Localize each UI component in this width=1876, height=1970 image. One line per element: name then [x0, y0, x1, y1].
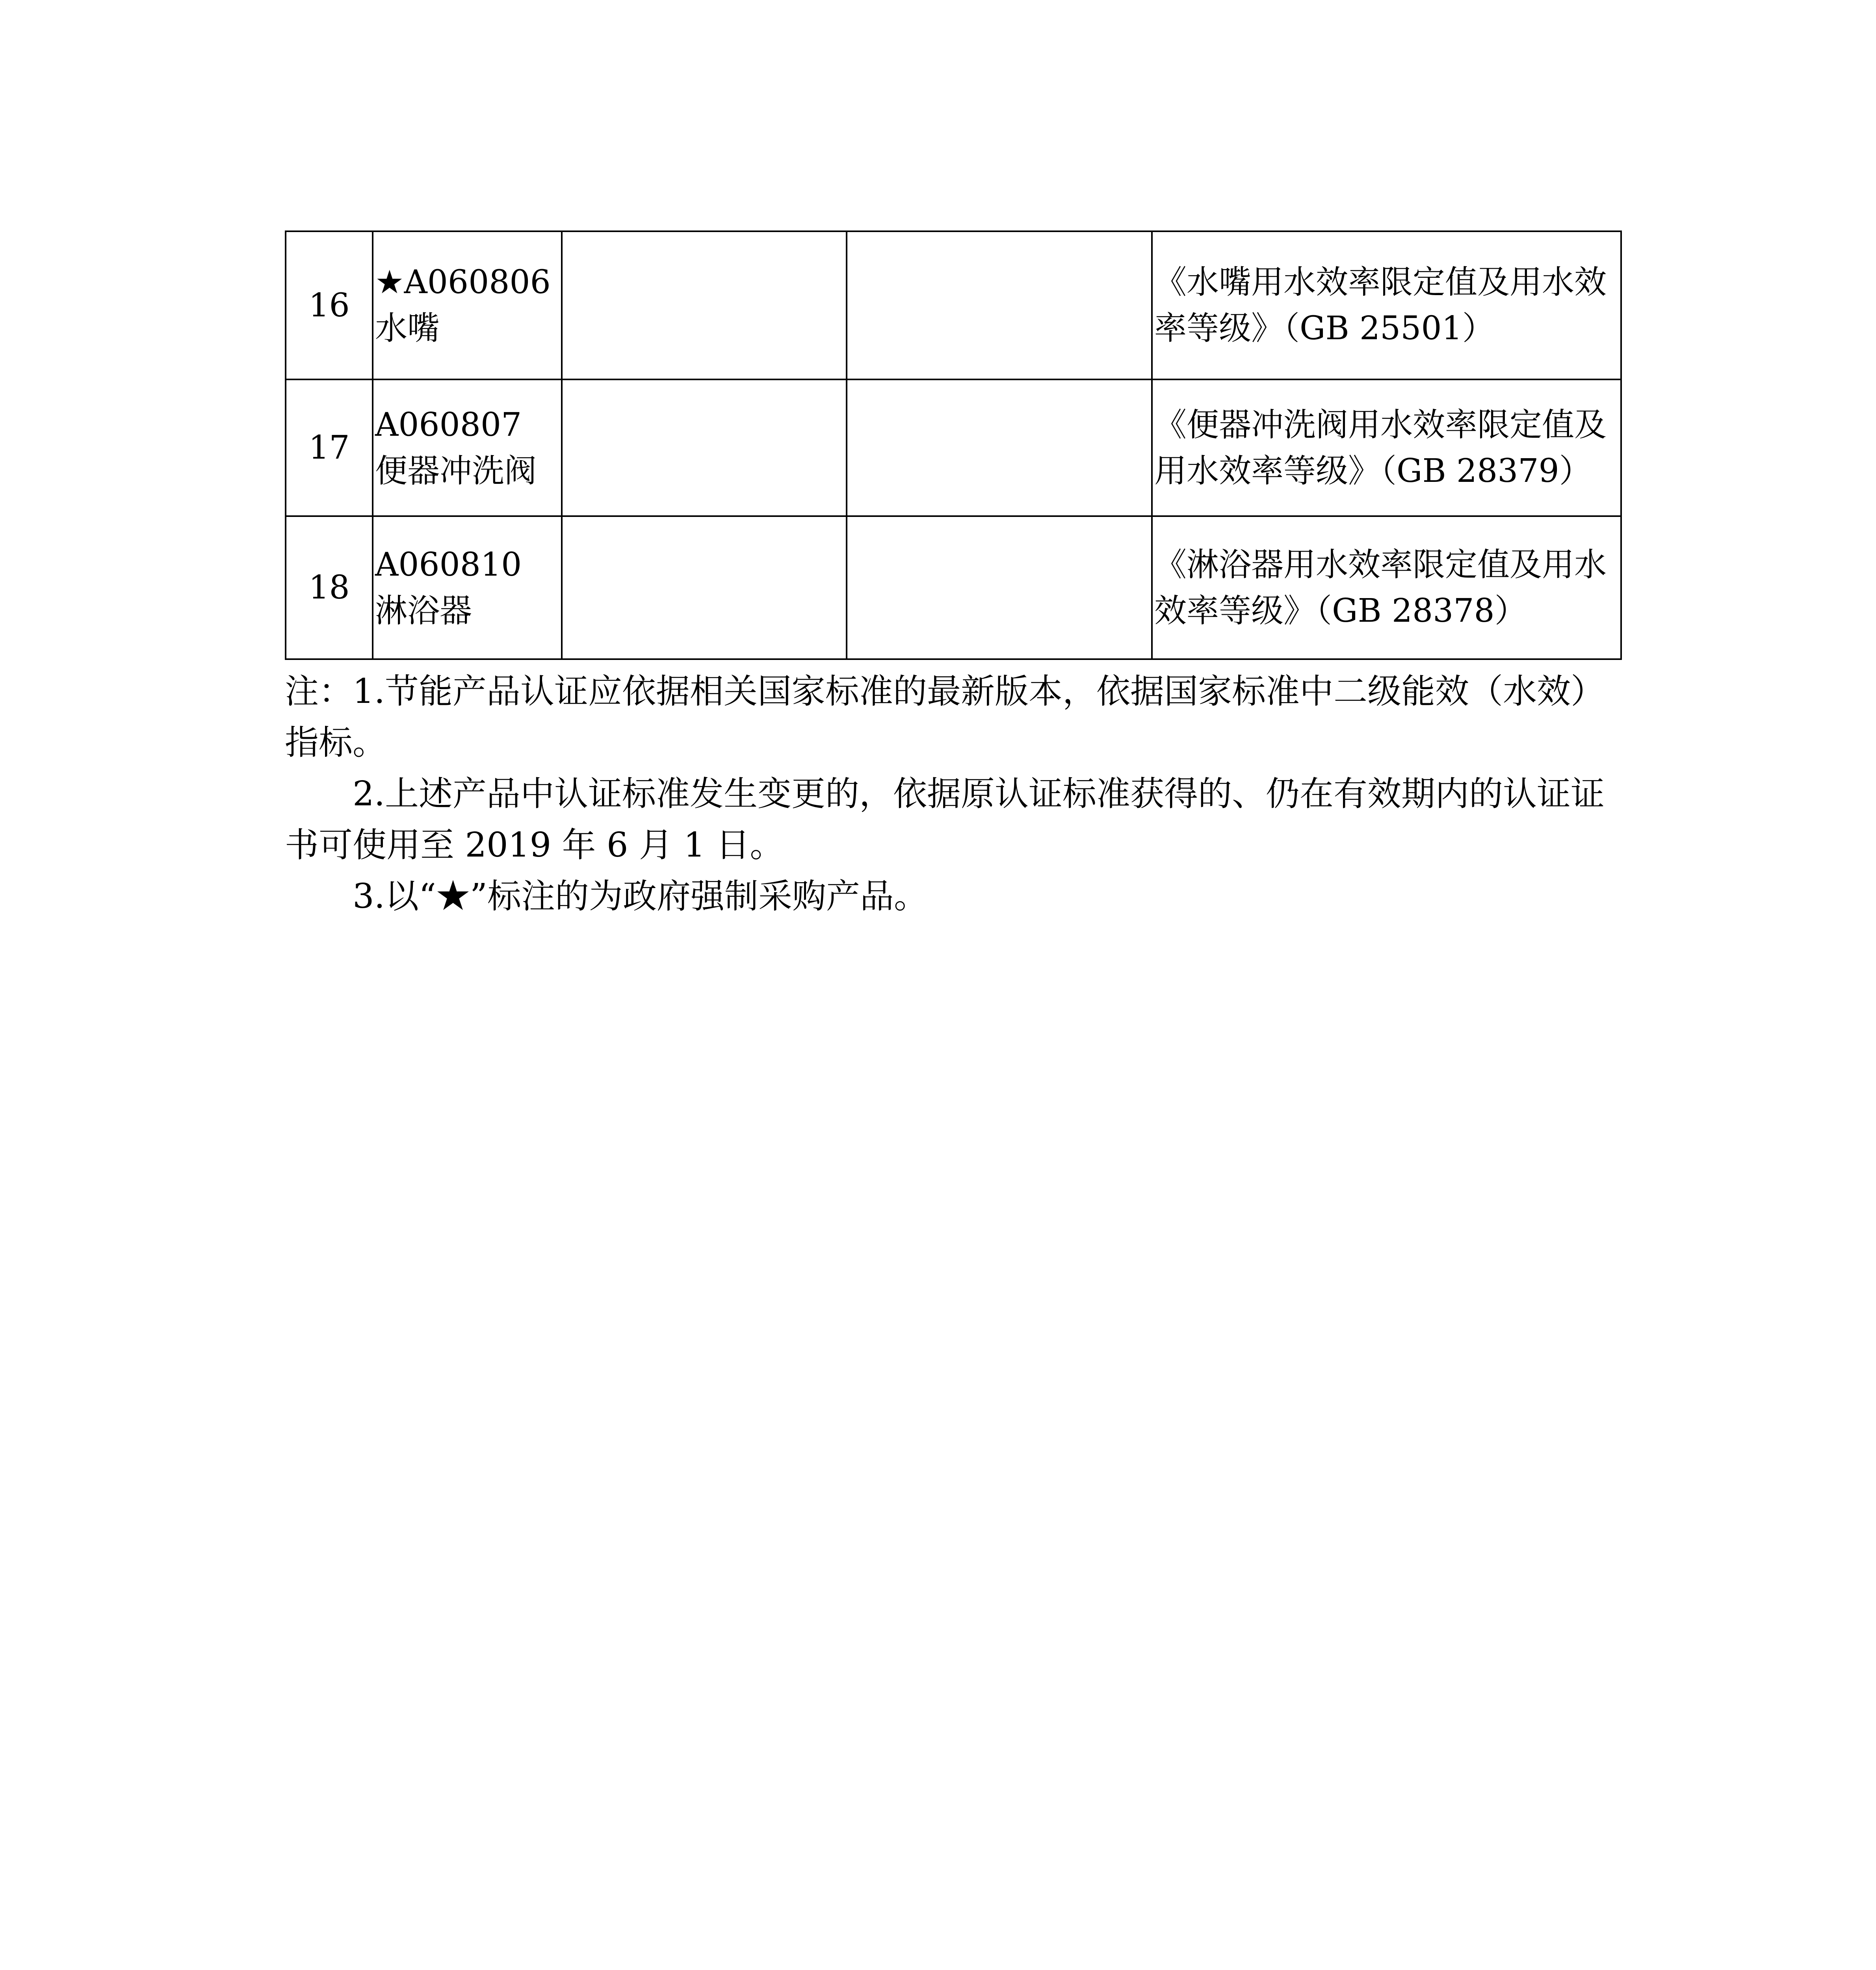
empty-cell — [562, 231, 847, 379]
standard-reference: 《便器冲洗阀用水效率限定值及用水效率等级》（GB 28379） — [1152, 379, 1621, 516]
row-number: 18 — [286, 516, 373, 659]
table-row — [286, 516, 1621, 659]
empty-cell — [562, 516, 847, 659]
product-item: A060807 便器冲洗阀 — [373, 379, 562, 516]
standard-reference: 《淋浴器用水效率限定值及用水效率等级》（GB 28378） — [1152, 516, 1621, 659]
note-3: 3.以“★”标注的为政府强制采购产品。 — [353, 877, 928, 916]
table-row — [286, 379, 1621, 516]
row-number: 16 — [286, 231, 373, 379]
row-number: 17 — [286, 379, 373, 516]
note-2: 2.上述产品中认证标准发生变更的，依据原认证标准获得的、仍在有效期内的认证证书可使用至 2019 年 6 月 1 日。 — [285, 774, 1605, 865]
empty-cell — [562, 379, 847, 516]
note-1: 注：1.节能产品认证应依据相关国家标准的最新版本，依据国家标准中二级能效（水效）指标。 — [285, 672, 1605, 762]
empty-cell — [847, 231, 1152, 379]
product-standards-table — [285, 230, 1622, 660]
product-item: A060810 淋浴器 — [373, 516, 562, 659]
empty-cell — [847, 516, 1152, 659]
empty-cell — [847, 379, 1152, 516]
table-row — [286, 231, 1621, 379]
table-notes — [285, 666, 1620, 922]
standard-reference: 《水嘴用水效率限定值及用水效率等级》（GB 25501） — [1152, 231, 1621, 379]
product-item: ★A060806 水嘴 — [373, 231, 562, 379]
